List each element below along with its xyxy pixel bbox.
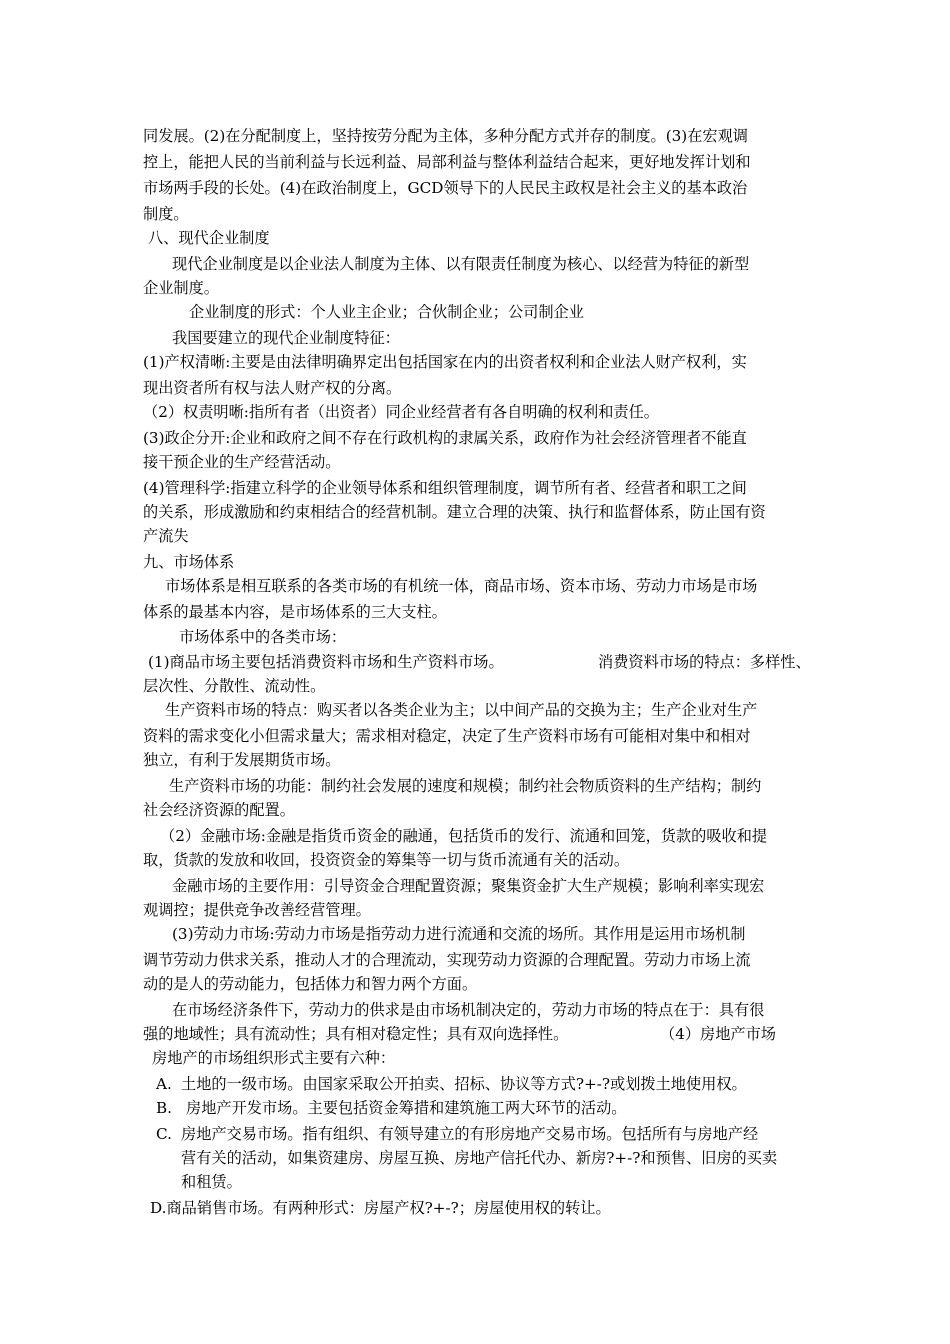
text-line: 金融市场的主要作用：引导资金合理配置资源；聚集资金扩大生产规模；影响利率实现宏	[172, 877, 765, 895]
text-line: （2）金融市场:金融是指货币资金的融通，包括货币的发行、流通和回笼，货款的吸收和提	[160, 827, 768, 845]
list-item-text: 房地产交易市场。指有组织、有领导建立的有形房地产交易市场。包括所有与房地产经	[181, 1125, 759, 1143]
subsection-heading: （4）房地产市场	[660, 1025, 776, 1043]
section-heading: 九、市场体系	[143, 553, 235, 571]
list-item-marker: C.	[156, 1125, 172, 1143]
text-line: (1)商品市场主要包括消费资料市场和生产资料市场。	[148, 653, 504, 671]
text-line: 控上，能把人民的当前利益与长远利益、局部利益与整体利益结合起来，更好地发挥计划和	[143, 153, 751, 171]
text-line: (3)劳动力市场:劳动力市场是指劳动力进行流通和交流的场所。其作用是运用市场机制	[172, 925, 746, 943]
text-line: (3)政企分开:企业和政府之间不存在行政机构的隶属关系，政府作为社会经济管理者不能直	[143, 429, 747, 447]
text-line: （2）权责明晰:指所有者（出资者）同企业经营者有各自明确的权利和责任。	[143, 403, 659, 421]
text-line: 生产资料市场的特点：购买者以各类企业为主；以中间产品的交换为主；生产企业对生产	[165, 701, 758, 719]
text-line: 企业制度的形式：个人业主企业；合伙制企业；公司制企业	[189, 303, 584, 321]
text-line: 消费资料市场的特点：多样性、	[598, 653, 811, 671]
text-line: 制度。	[143, 205, 189, 223]
text-line: (1)产权清晰:主要是由法律明确界定出包括国家在内的出资者权利和企业法人财产权利，实	[143, 353, 747, 371]
text-line: 独立，有利于发展期货市场。	[143, 751, 341, 769]
text-line: 社会经济资源的配置。	[143, 801, 295, 819]
list-item-text: 土地的一级市场。由国家采取公开拍卖、招标、协议等方式?+-?或划拨土地使用权。	[181, 1075, 747, 1093]
text-line: 资料的需求变化小但需求量大；需求相对稳定，决定了生产资料市场有可能相对集中和相对	[143, 727, 751, 745]
text-line: 市场体系是相互联系的各类市场的有机统一体，商品市场、资本市场、劳动力市场是市场	[165, 577, 758, 595]
text-line: 在市场经济条件下，劳动力的供求是由市场机制决定的，劳动力市场的特点在于：具有很	[172, 1001, 765, 1019]
text-line: 房地产的市场组织形式主要有六种：	[152, 1049, 395, 1067]
section-heading: 八、现代企业制度	[148, 229, 270, 247]
text-line: 我国要建立的现代企业制度特征：	[172, 329, 400, 347]
list-item-text: 房地产开发市场。主要包括资金筹措和建筑施工两大环节的活动。	[186, 1099, 627, 1117]
list-item-marker: A.	[156, 1075, 172, 1093]
text-line: 同发展。(2)在分配制度上，坚持按劳分配为主体，多种分配方式并存的制度。(3)在宏观调	[143, 127, 748, 145]
text-line: 体系的最基本内容，是市场体系的三大支柱。	[143, 603, 447, 621]
text-line: 生产资料市场的功能：制约社会发展的速度和规模；制约社会物质资料的生产结构；制约	[169, 777, 762, 795]
list-item-text: 和租赁。	[181, 1173, 242, 1191]
text-line: 企业制度。	[143, 279, 219, 297]
text-line: 现代企业制度是以企业法人制度为主体、以有限责任制度为核心、以经营为特征的新型	[172, 255, 750, 273]
text-line: 的关系，形成激励和约束相结合的经营机制。建立合理的决策、执行和监督体系，防止国有资	[143, 503, 766, 521]
text-line: 产流失	[143, 527, 189, 545]
text-line: 取，货款的发放和收回，投资资金的筹集等一切与货币流通有关的活动。	[143, 851, 629, 869]
text-line: 观调控；提供竞争改善经营管理。	[143, 901, 371, 919]
text-line: 现出资者所有权与法人财产权的分离。	[143, 379, 402, 397]
text-line: 调节劳动力供求关系，推动人才的合理流动，实现劳动力资源的合理配置。劳动力市场上流	[143, 951, 751, 969]
text-line: 市场两手段的长处。(4)在政治制度上，GCD领导下的人民民主政权是社会主义的基本政治	[143, 179, 748, 197]
text-line: 动的是人的劳动能力，包括体力和智力两个方面。	[143, 975, 478, 993]
list-item-text: 营有关的活动，如集资建房、房屋互换、房地产信托代办、新房?+-?和预售、旧房的买卖	[181, 1149, 778, 1167]
text-line: 强的地域性；具有流动性；具有相对稳定性；具有双向选择性。	[143, 1025, 569, 1043]
text-line: 接干预企业的生产经营活动。	[143, 453, 341, 471]
text-line: 层次性、分散性、流动性。	[143, 677, 326, 695]
list-item-text: D.商品销售市场。有两种形式：房屋产权?+-?；房屋使用权的转让。	[150, 1199, 611, 1217]
text-line: (4)管理科学:指建立科学的企业领导体系和组织管理制度，调节所有者、经营者和职工之间	[143, 479, 747, 497]
text-line: 市场体系中的各类市场：	[179, 628, 347, 646]
list-item-marker: B.	[156, 1099, 172, 1117]
